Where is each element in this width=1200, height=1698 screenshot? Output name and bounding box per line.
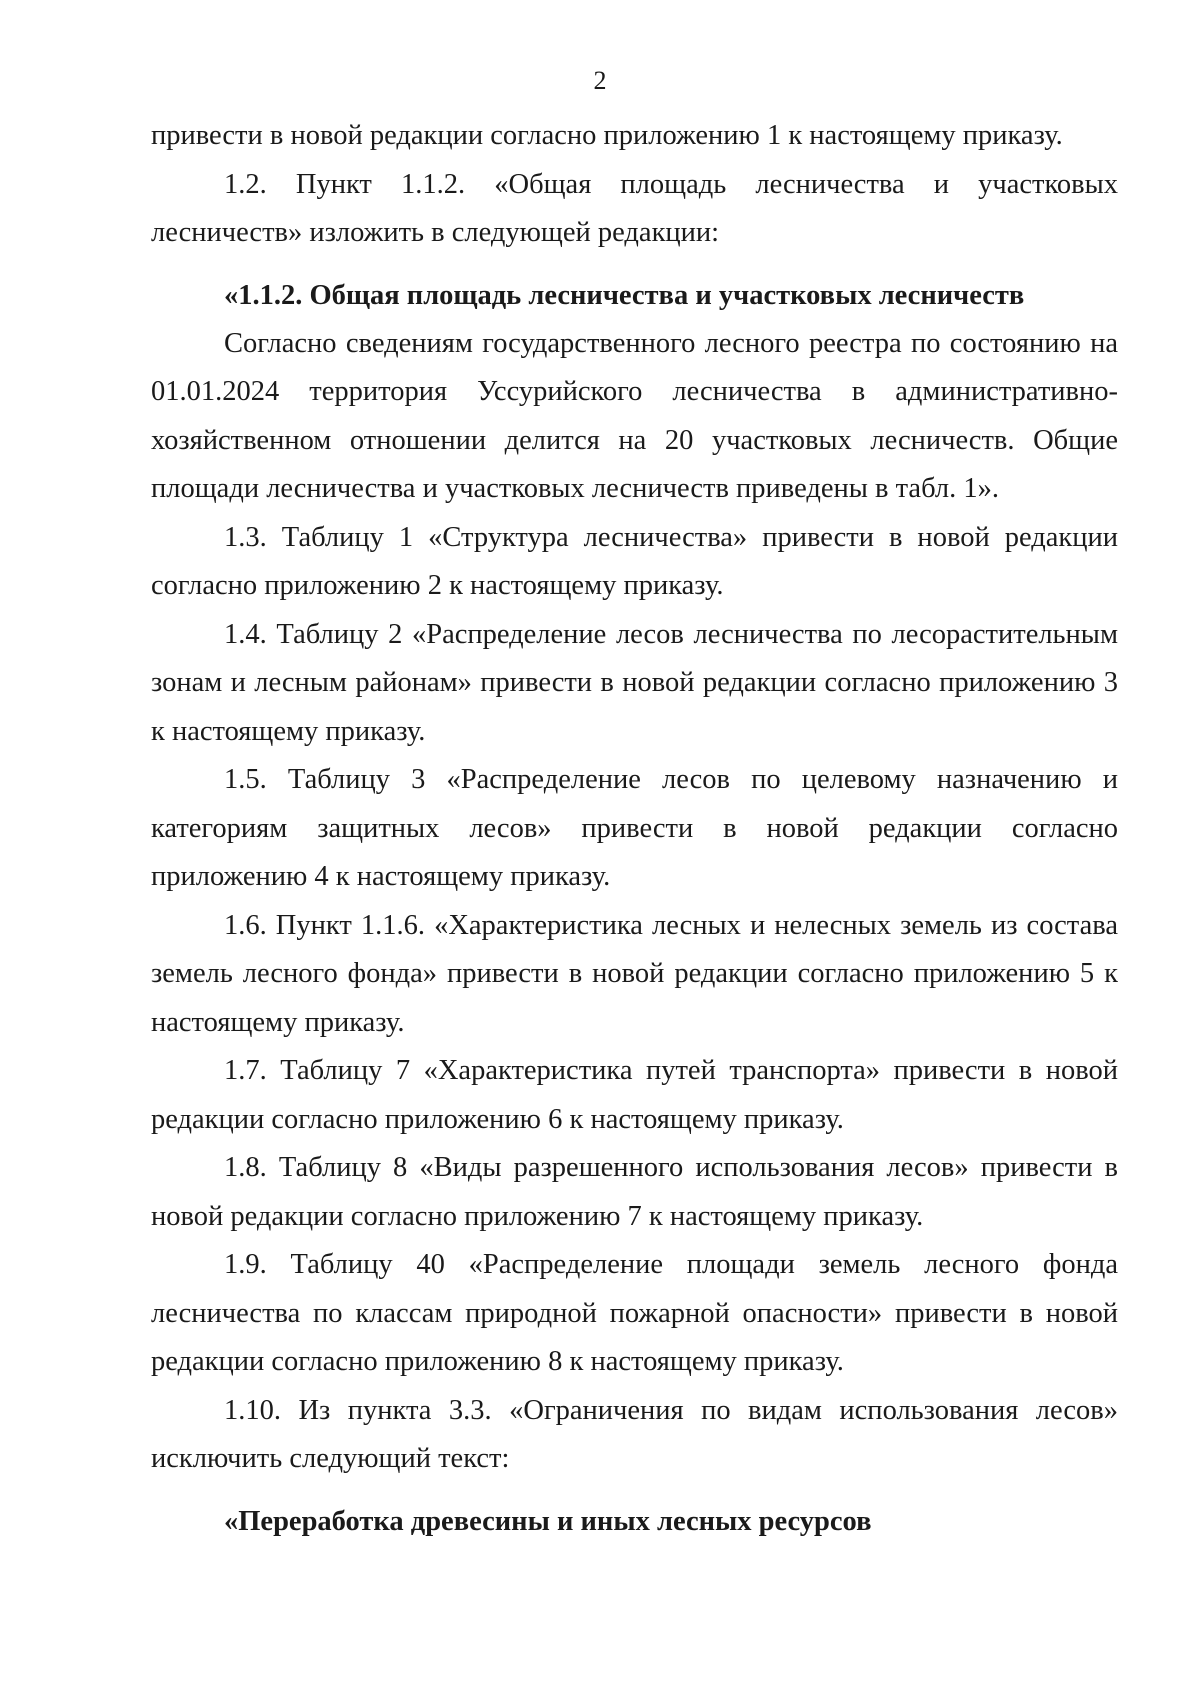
section-heading-1-1-2: «1.1.2. Общая площадь лесничества и участковых лесничеств [224, 279, 1025, 311]
paragraph-continuation: привести в новой редакции согласно приложению 1 к настоящему приказу. [151, 120, 1063, 151]
paragraph-area-description: Согласно сведениям государственного лесного реестра по состоянию на 01.01.2024 территория Уссурийского лесничества в административно-хозяйственном отношении делится на 20 участковых лесничеств. Общие площади лесничества и участковых лесничеств приведены в табл. 1». [151, 327, 1118, 504]
paragraph-1-8: 1.8. Таблицу 8 «Виды разрешенного использования лесов» привести в новой редакции согласно приложению 7 к настоящему приказу. [151, 1152, 1118, 1232]
document-body [151, 112, 1118, 1546]
section-heading-wood-processing: «Переработка древесины и иных лесных ресурсов [224, 1505, 872, 1537]
paragraph-1-3: 1.3. Таблицу 1 «Структура лесничества» привести в новой редакции согласно приложению 2 к настоящему приказу. [151, 521, 1118, 601]
paragraph-1-7: 1.7. Таблицу 7 «Характеристика путей транспорта» привести в новой редакции согласно приложению 6 к настоящему приказу. [151, 1055, 1118, 1135]
paragraph-1-2: 1.2. Пункт 1.1.2. «Общая площадь лесничества и участковых лесничеств» изложить в следующей редакции: [151, 168, 1118, 248]
page-number: 2 [593, 66, 607, 95]
paragraph-1-4: 1.4. Таблицу 2 «Распределение лесов лесничества по лесорастительным зонам и лесным районам» привести в новой редакции согласно приложению 3 к настоящему приказу. [151, 618, 1118, 747]
paragraph-1-5: 1.5. Таблицу 3 «Распределение лесов по целевому назначению и категориям защитных лесов» привести в новой редакции согласно приложению 4 к настоящему приказу. [151, 764, 1118, 892]
paragraph-1-9: 1.9. Таблицу 40 «Распределение площади земель лесного фонда лесничества по классам природной пожарной опасности» привести в новой редакции согласно приложению 8 к настоящему приказу. [151, 1249, 1118, 1377]
paragraph-1-10: 1.10. Из пункта 3.3. «Ограничения по видам использования лесов» исключить следующий текст: [151, 1394, 1118, 1474]
paragraph-1-6: 1.6. Пункт 1.1.6. «Характеристика лесных и нелесных земель из состава земель лесного фонда» привести в новой редакции согласно приложению 5 к настоящему приказу. [151, 909, 1118, 1038]
